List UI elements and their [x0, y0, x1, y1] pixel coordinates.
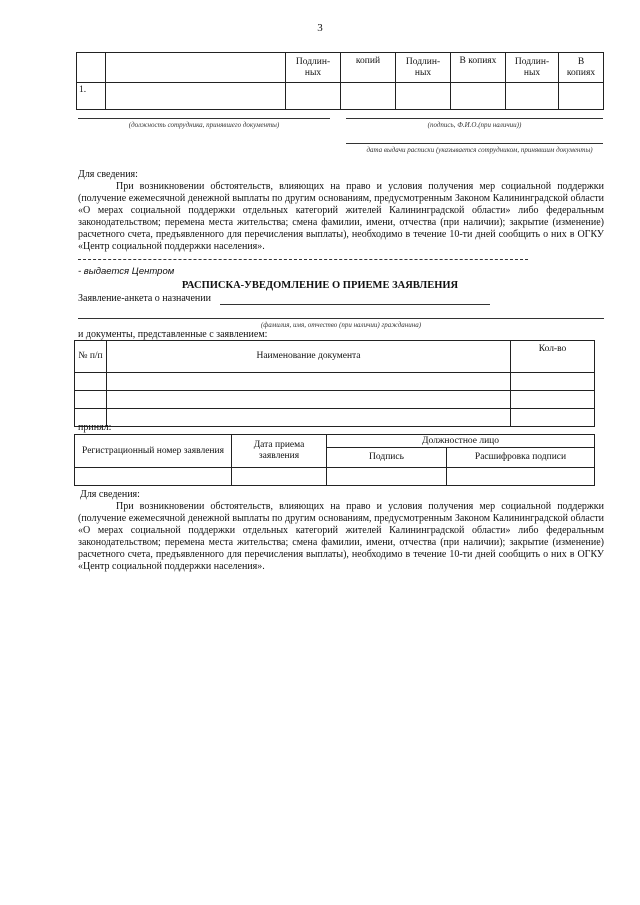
position-caption: (должность сотрудника, принявшего документы) — [128, 121, 280, 129]
info-title: Для сведения: — [78, 169, 138, 180]
applicant-name-caption: (фамилия, имя, отчество (при наличии) гражданина) — [260, 321, 422, 329]
column-header: В копиях — [559, 53, 604, 83]
issued-by-note: - выдается Центром — [78, 266, 175, 277]
table-cell[interactable] — [511, 373, 595, 391]
signature-line[interactable] — [346, 118, 603, 119]
table-cell[interactable] — [106, 83, 286, 110]
table-cell[interactable] — [107, 409, 511, 427]
table-cell[interactable] — [447, 468, 595, 486]
column-header: Подлин- ных — [286, 53, 341, 83]
receipt-title: РАСПИСКА-УВЕДОМЛЕНИЕ О ПРИЕМЕ ЗАЯВЛЕНИЯ — [181, 280, 459, 291]
column-header: № п/п — [75, 341, 107, 373]
submitted-documents-table — [74, 340, 595, 427]
column-header: Дата приема заявления — [232, 435, 327, 468]
table-cell[interactable] — [511, 409, 595, 427]
table-cell — [106, 53, 286, 83]
info-title: Для сведения: — [80, 489, 140, 500]
column-header: Подлин- ных — [506, 53, 559, 83]
table-cell[interactable] — [327, 468, 447, 486]
table-cell[interactable] — [341, 83, 396, 110]
table-cell[interactable] — [506, 83, 559, 110]
cut-line — [78, 259, 528, 260]
column-header: Должностное лицо — [327, 435, 595, 448]
date-caption: дата выдачи расписки (указывается сотрудником, принявшим документы) — [366, 146, 593, 154]
column-header: Кол-во — [511, 341, 595, 373]
application-type-field[interactable] — [220, 304, 490, 305]
applicant-name-field[interactable] — [78, 318, 604, 319]
acceptance-table — [74, 434, 595, 486]
table-cell[interactable] — [107, 373, 511, 391]
table-cell[interactable] — [451, 83, 506, 110]
table-row — [75, 373, 595, 391]
column-header: Наименование документа — [107, 341, 511, 373]
table-cell — [77, 53, 106, 83]
table-row — [75, 391, 595, 409]
signature-caption: (подпись, Ф.И.О.(при наличии)) — [427, 121, 522, 129]
column-header: Расшифровка подписи — [447, 448, 595, 468]
docs-label: и документы, представленные с заявлением: — [78, 329, 268, 340]
application-label: Заявление-анкета о назначении — [78, 293, 211, 304]
column-header: Подлин- ных — [396, 53, 451, 83]
info-paragraph: При возникновении обстоятельств, влияющих на право и условия получения мер социальной поддержки (получение ежемесячной денежной выплаты по другим основаниям, предусмотренным Законом Калининградской области «О мерах социальной поддержки отдельных категорий жителей Калининградской области» либо федеральным законодательством; перемена места жительства; смена фамилии, имени, отчества (при наличии); закрытие (изменение) расчетного счета, предъявленного для перечисления выплаты), необходимо в течение 10-ти дней сообщить о них в ОГКУ «Центр социальной поддержки населения». — [78, 501, 604, 572]
table-cell[interactable] — [75, 391, 107, 409]
table-cell[interactable] — [107, 391, 511, 409]
table-cell[interactable] — [75, 468, 232, 486]
documents-count-table — [76, 52, 604, 110]
info-paragraph: При возникновении обстоятельств, влияющих на право и условия получения мер социальной поддержки (получение ежемесячной денежной выплаты по другим основаниям, предусмотренным Законом Калининградской области «О мерах социальной поддержки отдельных категорий жителей Калининградской области» либо федеральным законодательством; перемена места жительства; смена фамилии, имени, отчества (при наличии); закрытие (изменение) расчетного счета, предъявленного для перечисления выплаты), необходимо в течение 10-ти дней сообщить о них в ОГКУ «Центр социальной поддержки населения». — [78, 181, 604, 252]
column-header: копий — [341, 53, 396, 83]
column-header: Подпись — [327, 448, 447, 468]
position-line[interactable] — [78, 118, 330, 119]
table-row — [75, 409, 595, 427]
table-cell[interactable] — [286, 83, 341, 110]
accepted-label: принял: — [78, 422, 112, 433]
table-cell[interactable] — [511, 391, 595, 409]
date-line[interactable] — [346, 143, 603, 144]
table-cell[interactable] — [396, 83, 451, 110]
table-cell[interactable] — [75, 373, 107, 391]
column-header: Регистрационный номер заявления — [75, 435, 232, 468]
column-header: В копиях — [451, 53, 506, 83]
table-cell[interactable] — [232, 468, 327, 486]
page-number: 3 — [317, 22, 323, 34]
row-number: 1. — [77, 83, 106, 110]
table-cell[interactable] — [559, 83, 604, 110]
